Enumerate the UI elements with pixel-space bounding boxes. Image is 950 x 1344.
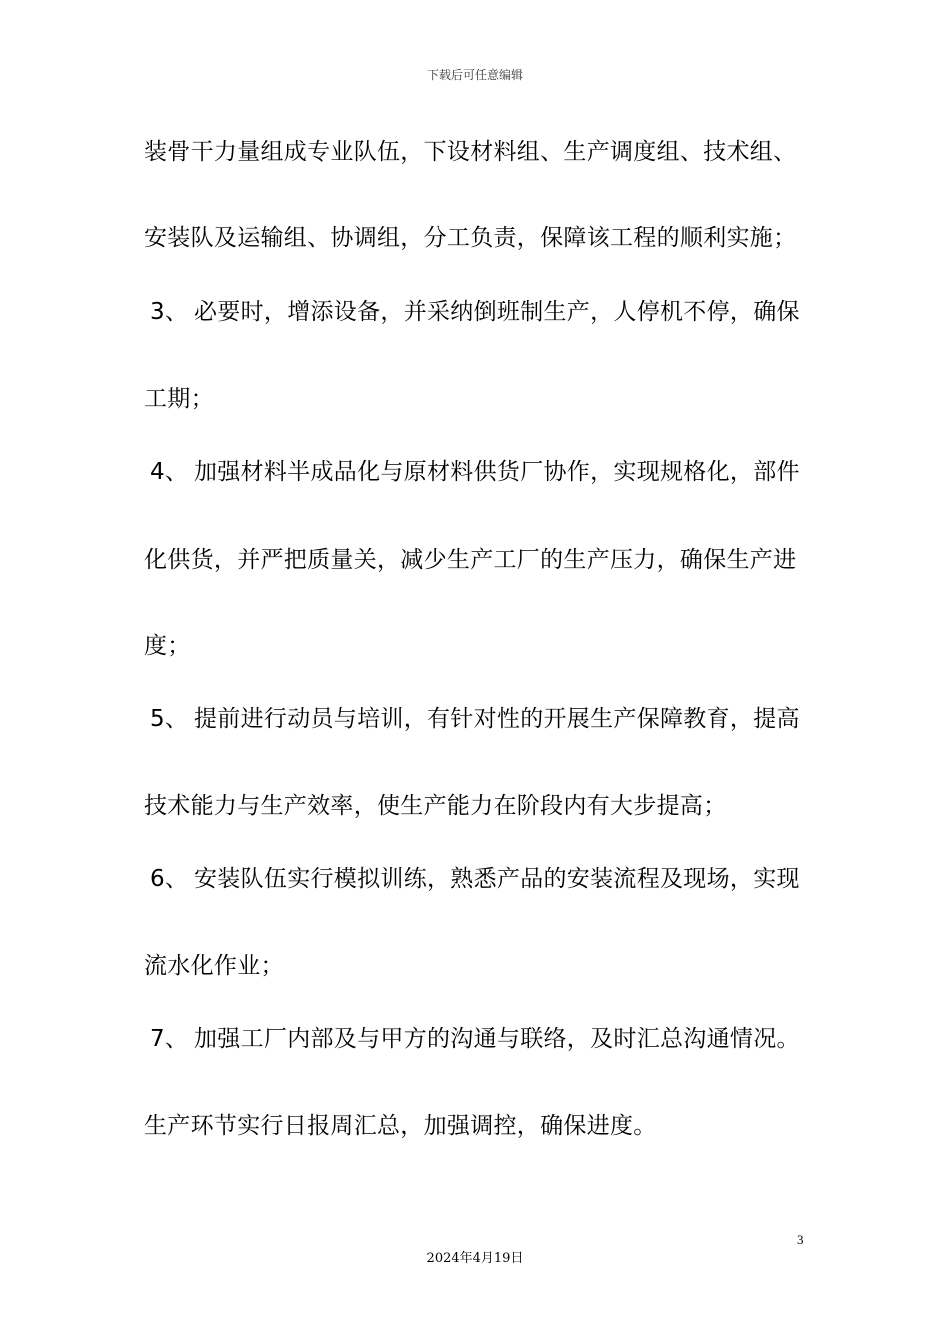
list-item (144, 457, 800, 487)
list-item-number: 4、 (150, 459, 189, 485)
paragraph-line: 度； (144, 633, 191, 659)
list-item (144, 297, 800, 327)
list-item (144, 704, 800, 734)
paragraph-line: 工期； (144, 386, 214, 412)
list-item-text: 加强工厂内部及与甲方的沟通与联络，及时汇总沟通情况。 (194, 1026, 800, 1052)
paragraph-line: 技术能力与生产效率，使生产能力在阶段内有大步提高； (144, 793, 727, 819)
paragraph-line: 化供货，并严把质量关，减少生产工厂的生产压力，确保生产进 (144, 547, 797, 573)
footer-date: 2024年4月19日 (426, 1251, 524, 1266)
list-item-text: 安装队伍实行模拟训练，熟悉产品的安装流程及现场，实现 (194, 866, 800, 892)
list-item-number: 3、 (150, 299, 189, 325)
list-item (144, 1024, 800, 1054)
list-item-number: 6、 (150, 866, 189, 892)
page-number: 3 (797, 1232, 804, 1247)
list-item-text: 必要时，增添设备，并采纳倒班制生产，人停机不停，确保 (194, 299, 800, 325)
list-item-number: 5、 (150, 706, 189, 732)
page-header: 下载后可任意编辑 (426, 68, 523, 82)
list-item-text: 提前进行动员与培训，有针对性的开展生产保障教育，提高 (194, 706, 800, 732)
paragraph-line: 安装队及运输组、协调组，分工负责，保障该工程的顺利实施； (144, 225, 797, 251)
list-item-number: 7、 (150, 1026, 189, 1052)
paragraph-line: 装骨干力量组成专业队伍，下设材料组、生产调度组、技术组、 (144, 139, 797, 165)
paragraph-line: 生产环节实行日报周汇总，加强调控，确保进度。 (144, 1113, 657, 1139)
list-item (144, 864, 800, 894)
list-item-text: 加强材料半成品化与原材料供货厂协作，实现规格化，部件 (194, 459, 800, 485)
paragraph-line: 流水化作业； (144, 953, 284, 979)
